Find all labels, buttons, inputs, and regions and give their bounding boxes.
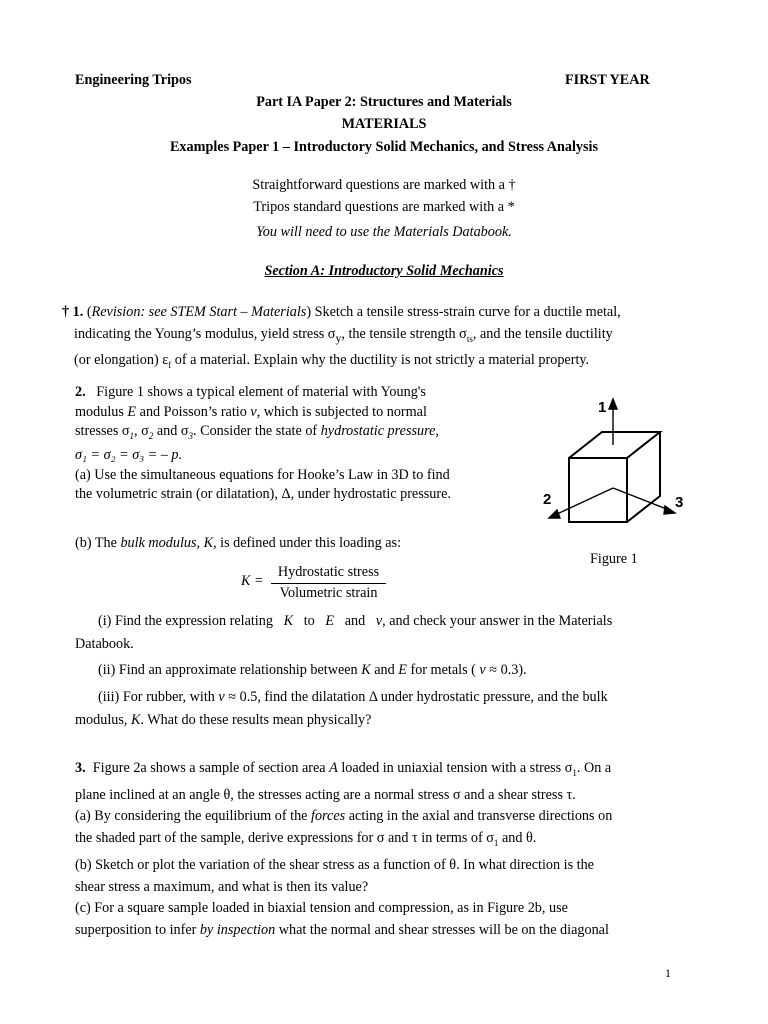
header-right: FIRST YEAR: [565, 72, 650, 88]
bulk-modulus-numerator: Hydrostatic stress: [277, 564, 380, 580]
note-databook: You will need to use the Materials Databook.: [256, 224, 512, 240]
question-2-iii-cont: modulus, K. What do these results mean physically?: [75, 712, 372, 728]
section-a-heading: Section A: Introductory Solid Mechanics: [264, 263, 504, 279]
question-2-intro: 2. Figure 1 shows a typical element of material with Young's modulus E and Poisson’s ratio ν, which is subjected to normal stresses $\sigma_1$, $\sigma_2$ and $\sigma_3$. Consider the state of hydrostatic pressure, σ₁ = σ₂ = σ₃ = – p. (a) Use the simultaneous equations for Hooke’s Law in 3D to find the volumetric strain (or dilatation), Δ, under hydrostatic pressure.: [75, 384, 451, 503]
page-number: 1: [665, 966, 671, 980]
figure-1-axis-2: 2: [543, 491, 552, 508]
question-2-i: (i) Find the expression relating K to E and ν, and check your answer in the Materials: [98, 613, 613, 629]
figure-1-axis-1: 1: [598, 399, 607, 416]
header-paper: Part IA Paper 2: Structures and Materials: [256, 94, 512, 110]
question-1: † 1. (Revision: see STEM Start – Materials) Sketch a tensile stress-strain curve for a ductile metal, indicating the Young’s modulus, yield stress $\sigma_y$, the tensile strength $\sigma_{ts}$, and the tensile ductility (or elongation) $\varepsilon_f$ of a material. Explain why the ductility is not strictly a material property.: [62, 304, 621, 370]
figure-1-axis-3: 3: [675, 494, 684, 511]
bulk-modulus-lhs: K =: [241, 573, 264, 589]
figure-1-caption: Figure 1: [590, 551, 638, 567]
header-left: Engineering Tripos: [75, 72, 192, 88]
question-2b: (b) The bulk modulus, K, is defined under this loading as:: [75, 535, 402, 551]
note-tripos: Tripos standard questions are marked with a *: [253, 199, 515, 215]
question-2-iii: (iii) For rubber, with ν ≈ 0.5, find the dilatation Δ under hydrostatic pressure, and the bulk: [98, 689, 608, 705]
header-examples: Examples Paper 1 – Introductory Solid Mechanics, and Stress Analysis: [169, 139, 599, 155]
question-3: 3. Figure 2a shows a sample of section area A loaded in uniaxial tension with a stress $\sigma_1$. On a plane inclined at an angle θ, the stresses acting are a normal stress σ and a shear stress τ. (a) By considering the equilibrium of the forces acting in the axial and transverse directions on the shaded part of the sample, derive expressions for σ and τ in terms of $\sigma_1$ and θ. (b) Sketch or plot the variation of the shear stress as a function of θ. In what direction is the shear stress a maximum, and what is then its value? (c) For a square sample loaded in biaxial tension and compression, as in Figure 2b, use superposition to infer by inspection what the normal and shear stresses will be on the diagonal: [75, 760, 613, 939]
bulk-modulus-denominator: Volumetric strain: [279, 585, 378, 601]
figure-1-cube: [535, 395, 695, 535]
header-subject: MATERIALS: [341, 116, 427, 132]
question-2-ii: (ii) Find an approximate relationship between K and E for metals ( ν ≈ 0.3).: [98, 662, 527, 678]
note-straightforward: Straightforward questions are marked with a †: [252, 177, 516, 193]
question-2-i-cont: Databook.: [75, 636, 134, 652]
fraction-bar: [271, 583, 386, 584]
